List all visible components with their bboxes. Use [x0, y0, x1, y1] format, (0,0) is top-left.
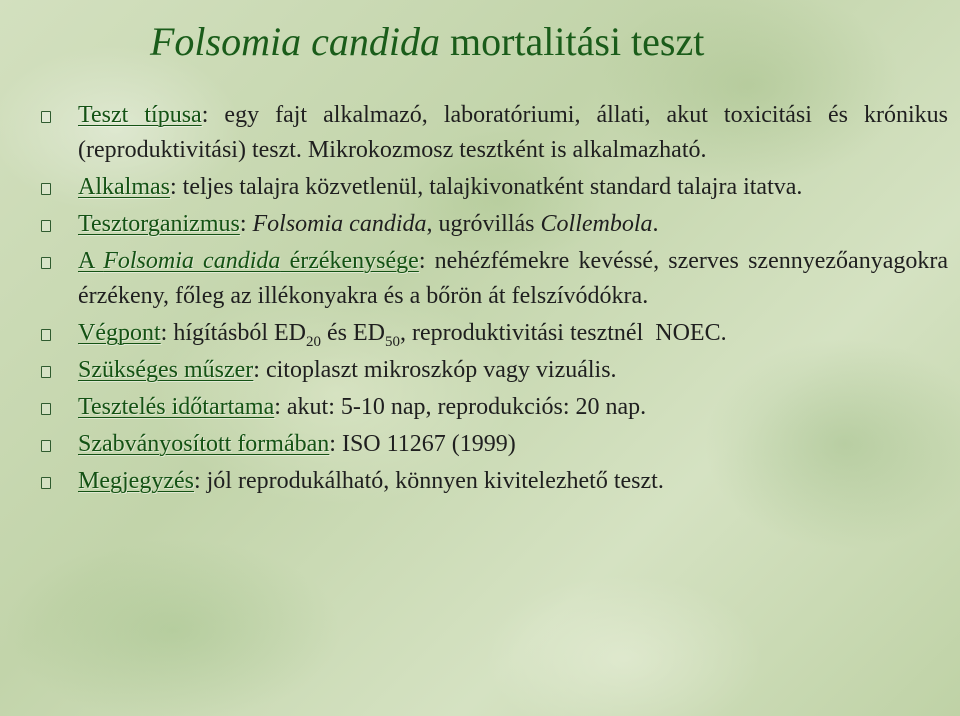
- bullet-test-type: [78, 98, 948, 168]
- organism-species: Folsomia candida: [252, 211, 427, 237]
- term-instrument: Szükséges műszer: [78, 357, 254, 383]
- bullet-square-icon: [41, 403, 51, 415]
- organism-group: Collembola: [540, 211, 653, 237]
- bullet-duration: [78, 390, 948, 425]
- text-organism-a: :: [239, 211, 253, 237]
- text-standard: : ISO 11267 (1999): [329, 431, 516, 457]
- term-sensitivity-a: A: [78, 248, 104, 274]
- title-species: Folsomia candida: [150, 19, 440, 64]
- text-organism-b: , ugróvillás: [426, 211, 541, 237]
- text-duration: : akut: 5-10 nap, reprodukciós: 20 nap.: [274, 394, 647, 420]
- text-suitable: : teljes talajra közvetlenül, talajkivonatként standard talajra itatva.: [169, 174, 803, 200]
- text-note: : jól reprodukálható, könnyen kivitelezhető teszt.: [193, 468, 664, 494]
- term-sensitivity-species: Folsomia candida: [103, 248, 281, 274]
- bullet-square-icon: [41, 257, 51, 269]
- endpoint-sub-a: 20: [305, 333, 321, 350]
- bullet-endpoint: [78, 316, 948, 351]
- bullet-list: [78, 98, 948, 501]
- slide-title: [150, 18, 704, 65]
- bullet-square-icon: [41, 111, 51, 123]
- term-endpoint: Végpont: [78, 320, 161, 346]
- term-test-organism: Tesztorganizmus: [78, 211, 240, 237]
- term-standard: Szabványosított formában: [78, 431, 330, 457]
- bullet-square-icon: [41, 477, 51, 489]
- text-endpoint-c: , reproduktivitási tesztnél NOEC.: [399, 320, 727, 346]
- endpoint-sub-b: 50: [384, 333, 400, 350]
- term-sensitivity: [78, 248, 419, 274]
- term-suitable: Alkalmas: [78, 174, 170, 200]
- text-endpoint-a: : hígításból ED: [160, 320, 306, 346]
- term-duration: Tesztelés időtartama: [78, 394, 275, 420]
- bullet-standard: [78, 427, 948, 462]
- bullet-square-icon: [41, 440, 51, 452]
- bullet-note: [78, 464, 948, 499]
- bullet-sensitivity: [78, 244, 948, 314]
- title-rest: mortalitási teszt: [439, 19, 705, 64]
- text-organism-c: .: [652, 211, 659, 237]
- bullet-test-organism: [78, 207, 948, 242]
- text-endpoint-b: és ED: [320, 320, 385, 346]
- term-test-type: Teszt típusa: [78, 102, 202, 128]
- text-test-type: : egy fajt alkalmazó, laboratóriumi, állati, akut toxicitási és krónikus (reproduktivitási) teszt. Mikrokozmosz tesztként is alkalmazható.: [78, 102, 948, 163]
- text-instrument: : citoplaszt mikroszkóp vagy vizuális.: [253, 357, 617, 383]
- text-sensitivity: : nehézfémekre kevéssé, szerves szennyezőanyagokra érzékeny, főleg az illékonyakra és a bőrön át felszívódókra.: [78, 248, 948, 309]
- bullet-instrument: [78, 353, 948, 388]
- bullet-square-icon: [41, 183, 51, 195]
- bullet-square-icon: [41, 366, 51, 378]
- bullet-square-icon: [41, 220, 51, 232]
- bullet-suitable: [78, 170, 948, 205]
- term-sensitivity-b: érzékenysége: [280, 248, 419, 274]
- bullet-square-icon: [41, 329, 51, 341]
- term-note: Megjegyzés: [78, 468, 194, 494]
